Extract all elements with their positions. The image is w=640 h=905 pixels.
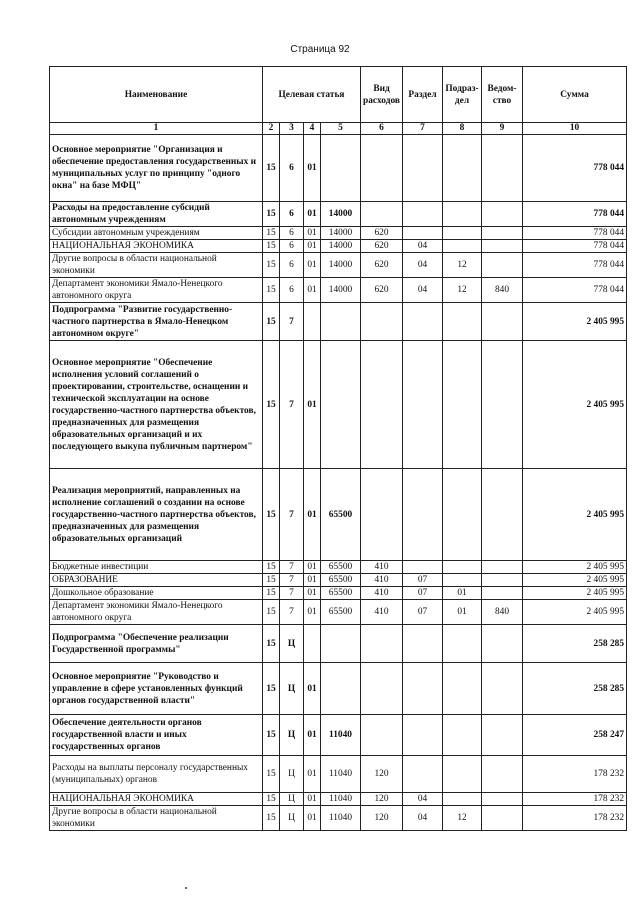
expense-type-cell: [361, 135, 403, 202]
header-expense-type: Вид расходов: [361, 67, 403, 123]
expense-type-cell: 120: [361, 756, 403, 793]
target-part-subprogram: Ц: [280, 793, 304, 806]
subsection-cell: 12: [443, 253, 482, 278]
target-part-program: 15: [263, 253, 280, 278]
target-part-program: 15: [263, 574, 280, 587]
column-number: 9: [482, 123, 523, 135]
sum-cell: 258 247: [523, 715, 627, 756]
target-part-direction: 14000: [321, 240, 361, 253]
section-cell: 07: [403, 600, 443, 625]
target-part-activity: 01: [304, 587, 321, 600]
expense-type-cell: 120: [361, 793, 403, 806]
row-name: Субсидии автономным учреждениям: [50, 227, 263, 240]
target-part-program: 15: [263, 135, 280, 202]
target-part-program: 15: [263, 303, 280, 341]
expense-type-cell: 620: [361, 227, 403, 240]
table-row: [50, 469, 627, 561]
sum-cell: 2 405 995: [523, 574, 627, 587]
row-name: Расходы на выплаты персоналу государственных (муниципальных) органов: [50, 756, 263, 793]
target-part-activity: 01: [304, 574, 321, 587]
sum-cell: 778 044: [523, 202, 627, 227]
target-part-subprogram: Ц: [280, 715, 304, 756]
section-cell: [403, 625, 443, 663]
table-row: [50, 227, 627, 240]
section-cell: [403, 715, 443, 756]
expense-type-cell: 410: [361, 561, 403, 574]
section-cell: [403, 341, 443, 469]
target-part-subprogram: Ц: [280, 663, 304, 715]
sum-cell: 778 044: [523, 227, 627, 240]
expense-type-cell: [361, 303, 403, 341]
expense-type-cell: 410: [361, 587, 403, 600]
target-part-activity: 01: [304, 278, 321, 303]
row-name: ОБРАЗОВАНИЕ: [50, 574, 263, 587]
subsection-cell: [443, 756, 482, 793]
department-cell: [482, 625, 523, 663]
subsection-cell: [443, 240, 482, 253]
target-part-program: 15: [263, 625, 280, 663]
table-row: [50, 135, 627, 202]
table-row: [50, 625, 627, 663]
row-name: Реализация мероприятий, направленных на исполнение соглашений о создании на основе государственно-частного партнерства объектов, предназначенных для размещения образовательных организаций: [50, 469, 263, 561]
column-number: 7: [403, 123, 443, 135]
target-part-subprogram: Ц: [280, 806, 304, 831]
subsection-cell: 12: [443, 278, 482, 303]
sum-cell: 178 232: [523, 793, 627, 806]
sum-cell: 778 044: [523, 253, 627, 278]
table-row: [50, 663, 627, 715]
table-row: [50, 600, 627, 625]
target-part-activity: 01: [304, 715, 321, 756]
target-part-direction: 14000: [321, 253, 361, 278]
section-cell: 07: [403, 587, 443, 600]
target-part-direction: 65500: [321, 469, 361, 561]
target-part-program: 15: [263, 587, 280, 600]
sum-cell: 778 044: [523, 135, 627, 202]
section-cell: 04: [403, 253, 443, 278]
target-part-program: 15: [263, 600, 280, 625]
column-number: 2: [263, 123, 280, 135]
column-number: 4: [304, 123, 321, 135]
target-part-subprogram: 6: [280, 278, 304, 303]
target-part-program: 15: [263, 561, 280, 574]
table-row: [50, 303, 627, 341]
sum-cell: 2 405 995: [523, 469, 627, 561]
sum-cell: 2 405 995: [523, 600, 627, 625]
expense-type-cell: 620: [361, 253, 403, 278]
department-cell: 840: [482, 600, 523, 625]
row-name: НАЦИОНАЛЬНАЯ ЭКОНОМИКА: [50, 240, 263, 253]
department-cell: [482, 715, 523, 756]
row-name: Другие вопросы в области национальной экономики: [50, 806, 263, 831]
target-part-subprogram: 6: [280, 227, 304, 240]
subsection-cell: [443, 469, 482, 561]
column-number: 5: [321, 123, 361, 135]
target-part-activity: 01: [304, 341, 321, 469]
target-part-direction: 11040: [321, 756, 361, 793]
table-row: [50, 715, 627, 756]
target-part-program: 15: [263, 806, 280, 831]
target-part-subprogram: 7: [280, 561, 304, 574]
column-number: 10: [523, 123, 627, 135]
target-part-activity: 01: [304, 663, 321, 715]
subsection-cell: 01: [443, 600, 482, 625]
target-part-direction: [321, 625, 361, 663]
subsection-cell: [443, 625, 482, 663]
row-name: Обеспечение деятельности органов государственной власти и иных государственных органов: [50, 715, 263, 756]
table-row: [50, 240, 627, 253]
expense-type-cell: 620: [361, 278, 403, 303]
row-name: Расходы на предоставление субсидий автономным учреждениям: [50, 202, 263, 227]
target-part-activity: 01: [304, 600, 321, 625]
section-cell: 04: [403, 806, 443, 831]
target-part-direction: [321, 303, 361, 341]
target-part-program: 15: [263, 715, 280, 756]
department-cell: [482, 135, 523, 202]
department-cell: [482, 469, 523, 561]
header-subsection: Подраз-дел: [443, 67, 482, 123]
target-part-activity: 01: [304, 793, 321, 806]
table-row: [50, 587, 627, 600]
header-department: Ведом-ство: [482, 67, 523, 123]
budget-table: [49, 66, 627, 831]
table-row: [50, 574, 627, 587]
sum-cell: 2 405 995: [523, 561, 627, 574]
expense-type-cell: [361, 663, 403, 715]
row-name: НАЦИОНАЛЬНАЯ ЭКОНОМИКА: [50, 793, 263, 806]
target-part-activity: [304, 303, 321, 341]
target-part-direction: 11040: [321, 806, 361, 831]
target-part-direction: [321, 135, 361, 202]
target-part-direction: 65500: [321, 600, 361, 625]
target-part-program: 15: [263, 240, 280, 253]
column-number: 6: [361, 123, 403, 135]
section-cell: [403, 561, 443, 574]
expense-type-cell: [361, 715, 403, 756]
sum-cell: 778 044: [523, 240, 627, 253]
department-cell: [482, 587, 523, 600]
section-cell: [403, 469, 443, 561]
target-part-subprogram: 6: [280, 202, 304, 227]
subsection-cell: [443, 135, 482, 202]
subsection-cell: [443, 793, 482, 806]
sum-cell: 178 232: [523, 806, 627, 831]
target-part-program: 15: [263, 793, 280, 806]
header-name: Наименование: [50, 67, 263, 123]
target-part-program: 15: [263, 341, 280, 469]
department-cell: [482, 341, 523, 469]
department-cell: [482, 227, 523, 240]
target-part-direction: 14000: [321, 227, 361, 240]
expense-type-cell: [361, 341, 403, 469]
row-name: Подпрограмма "Развитие государственно-частного партнерства в Ямало-Ненецком автономном округе": [50, 303, 263, 341]
target-part-subprogram: Ц: [280, 756, 304, 793]
target-part-activity: 01: [304, 756, 321, 793]
expense-type-cell: 410: [361, 600, 403, 625]
section-cell: [403, 202, 443, 227]
department-cell: [482, 574, 523, 587]
target-part-activity: [304, 625, 321, 663]
department-cell: [482, 663, 523, 715]
section-cell: [403, 227, 443, 240]
department-cell: [482, 756, 523, 793]
expense-type-cell: [361, 202, 403, 227]
table-row: [50, 561, 627, 574]
sum-cell: 2 405 995: [523, 341, 627, 469]
target-part-activity: 01: [304, 806, 321, 831]
department-cell: [482, 240, 523, 253]
department-cell: [482, 793, 523, 806]
expense-type-cell: 620: [361, 240, 403, 253]
target-part-subprogram: 7: [280, 341, 304, 469]
subsection-cell: [443, 663, 482, 715]
row-name: Бюджетные инвестиции: [50, 561, 263, 574]
row-name: Основное мероприятие "Руководство и управление в сфере установленных функций органов государственной власти": [50, 663, 263, 715]
expense-type-cell: 120: [361, 806, 403, 831]
row-name: Дошкольное образование: [50, 587, 263, 600]
target-part-direction: 14000: [321, 202, 361, 227]
table-row: [50, 756, 627, 793]
row-name: Другие вопросы в области национальной экономики: [50, 253, 263, 278]
subsection-cell: [443, 561, 482, 574]
expense-type-cell: [361, 469, 403, 561]
table-row: [50, 202, 627, 227]
column-number: 3: [280, 123, 304, 135]
table-body: [50, 135, 627, 831]
table-row: [50, 793, 627, 806]
target-part-program: 15: [263, 278, 280, 303]
subsection-cell: [443, 227, 482, 240]
target-part-subprogram: 7: [280, 600, 304, 625]
target-part-program: 15: [263, 202, 280, 227]
target-part-subprogram: 7: [280, 303, 304, 341]
column-number: 8: [443, 123, 482, 135]
row-name: Департамент экономики Ямало-Ненецкого автономного округа: [50, 600, 263, 625]
subsection-cell: 12: [443, 806, 482, 831]
target-part-subprogram: Ц: [280, 625, 304, 663]
row-name: Основное мероприятие "Организация и обеспечение предоставления государственных и муниципальных услуг по принципу "одного окна" на базе МФЦ": [50, 135, 263, 202]
target-part-direction: 65500: [321, 561, 361, 574]
target-part-subprogram: 7: [280, 469, 304, 561]
department-cell: [482, 561, 523, 574]
target-part-subprogram: 7: [280, 587, 304, 600]
sum-cell: 178 232: [523, 756, 627, 793]
section-cell: 07: [403, 574, 443, 587]
table-row: [50, 253, 627, 278]
target-part-direction: 11040: [321, 715, 361, 756]
subsection-cell: [443, 715, 482, 756]
section-cell: [403, 303, 443, 341]
target-part-direction: [321, 341, 361, 469]
sum-cell: 258 285: [523, 663, 627, 715]
subsection-cell: [443, 303, 482, 341]
sum-cell: 778 044: [523, 278, 627, 303]
row-name: Основное мероприятие "Обеспечение исполнения условий соглашений о проектировании, строительстве, оснащении и технической эксплуатации на основе государственно-частного партнерства объектов, предназначенных для размещения образовательных организаций и их последующего выкупа публичным партнером": [50, 341, 263, 469]
expense-type-cell: [361, 625, 403, 663]
section-cell: 04: [403, 240, 443, 253]
subsection-cell: [443, 574, 482, 587]
target-part-activity: 01: [304, 253, 321, 278]
target-part-program: 15: [263, 227, 280, 240]
target-part-activity: 01: [304, 561, 321, 574]
target-part-activity: 01: [304, 202, 321, 227]
page-number-label: Страница 92: [290, 44, 350, 55]
header-target: Целевая статья: [263, 67, 361, 123]
target-part-program: 15: [263, 756, 280, 793]
table-row: [50, 341, 627, 469]
section-cell: [403, 135, 443, 202]
department-cell: [482, 806, 523, 831]
section-cell: 04: [403, 793, 443, 806]
target-part-direction: 65500: [321, 587, 361, 600]
sum-cell: 258 285: [523, 625, 627, 663]
header-sum: Сумма: [523, 67, 627, 123]
target-part-direction: 14000: [321, 278, 361, 303]
subsection-cell: [443, 202, 482, 227]
target-part-subprogram: 6: [280, 135, 304, 202]
target-part-subprogram: 6: [280, 240, 304, 253]
column-number: 1: [50, 123, 263, 135]
department-cell: 840: [482, 278, 523, 303]
target-part-program: 15: [263, 469, 280, 561]
row-name: Департамент экономики Ямало-Ненецкого автономного округа: [50, 278, 263, 303]
scan-speck: [185, 887, 187, 889]
header-section: Раздел: [403, 67, 443, 123]
target-part-activity: 01: [304, 135, 321, 202]
department-cell: [482, 253, 523, 278]
target-part-subprogram: 7: [280, 574, 304, 587]
header-row: [50, 67, 627, 123]
section-cell: [403, 756, 443, 793]
sum-cell: 2 405 995: [523, 303, 627, 341]
target-part-activity: 01: [304, 227, 321, 240]
target-part-activity: 01: [304, 240, 321, 253]
sum-cell: 2 405 995: [523, 587, 627, 600]
subsection-cell: 01: [443, 587, 482, 600]
section-cell: 04: [403, 278, 443, 303]
target-part-direction: [321, 663, 361, 715]
column-number-row: [50, 123, 627, 135]
table-row: [50, 278, 627, 303]
target-part-direction: 65500: [321, 574, 361, 587]
expense-type-cell: 410: [361, 574, 403, 587]
subsection-cell: [443, 341, 482, 469]
row-name: Подпрограмма "Обеспечение реализации Государственной программы": [50, 625, 263, 663]
department-cell: [482, 202, 523, 227]
department-cell: [482, 303, 523, 341]
table-row: [50, 806, 627, 831]
target-part-direction: 11040: [321, 793, 361, 806]
section-cell: [403, 663, 443, 715]
target-part-subprogram: 6: [280, 253, 304, 278]
target-part-program: 15: [263, 663, 280, 715]
target-part-activity: 01: [304, 469, 321, 561]
